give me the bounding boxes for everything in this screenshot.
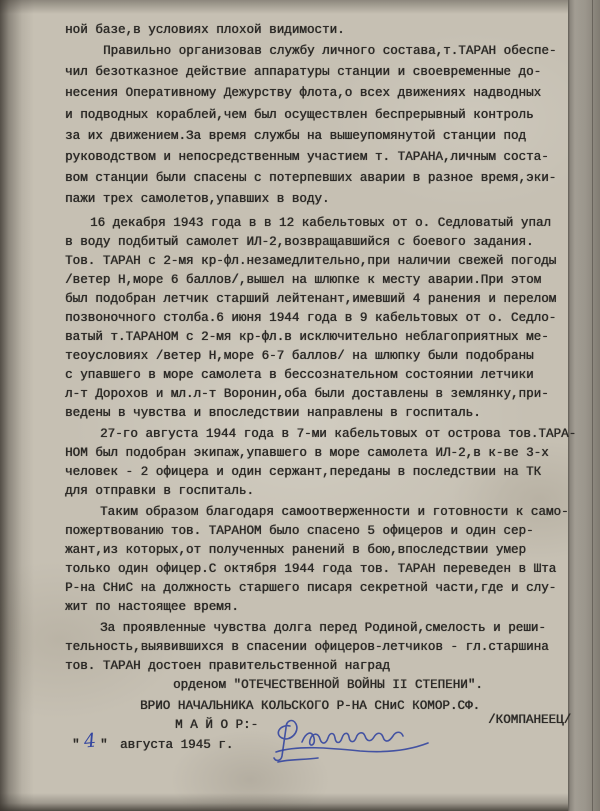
text-line: чил безотказное действие аппаратуры станции и своевременные до- [65,65,542,79]
text-line: ной базе,в условиях плохой видимости. [65,23,345,37]
text-line: для отправки в госпиталь. [65,484,254,498]
text-line: 27-го августа 1944 года в 7-ми кабельтовых от острова тов.ТАРА- [100,427,577,441]
text-line: позвоночного столба.6 июня 1944 года в 9 кабельтовых от о. Седло- [65,311,557,325]
text-line: с упавшего в море самолета в бессознательном состоянии летчики [65,368,534,382]
text-line: пожертвованию тов. ТАРАНОМ было спасено 5 офицеров и один сер- [65,524,534,538]
date-day-handwritten: 4 [82,729,98,753]
text-line: человек - 2 офицера и один сержант,переданы в последствии на ТК [65,465,542,479]
text-line: ведены в чувства и впоследствии направлены в госпиталь. [65,406,481,420]
text-line: в воду подбитый самолет ИЛ-2,возвращавшийся с боевого задания. [65,235,534,249]
text-line: только один офицер.С октября 1944 года тов. ТАРАН переведен в Шта [65,562,557,576]
page-edge [568,0,600,811]
text-line: /ветер Н,море 6 баллов/,вышел на шлюпке к месту аварии.При этом [65,273,542,287]
text-line: несения Оперативному Дежурству флота,о всех движениях надводных [65,86,542,100]
signature-stroke-flourish [276,743,428,752]
award-name-line: орденом "ОТЕЧЕСТВЕННОЙ ВОЙНЫ II СТЕПЕНИ". [173,678,483,692]
date-quote-close: " [100,738,108,752]
text-line: и подводных кораблей,чем был осуществлен беспрерывный контроль [65,108,534,122]
signer-name: /КОМПАНЕЕЦ/ [488,713,572,727]
text-line: пажи трех самолетов,упавших в воду. [65,192,330,206]
text-line: тов. ТАРАН достоен правительственной наград [65,659,390,673]
text-line: ватый т.ТАРАНОМ с 2-мя кр-фл.в исключительно неблагоприятных ме- [65,330,549,344]
text-line: Р-на СНиС на должность старшего писаря секретной части,где и слу- [65,581,557,595]
text-line: за их движением.За время службы на вышеупомянутой станции под [65,129,527,143]
text-line: жант,из которых,от полученных ранений в бою,впоследствии умер [65,543,527,557]
text-line: л-т Дорохов и мл.л-т Воронин,оба были доставлены в землянку,при- [65,387,549,401]
text-line: жит по настоящее время. [65,600,239,614]
text-line: вом станции были спасены с потерпевших аварии в разное время,эки- [65,171,557,185]
page-crease [592,0,593,811]
text-line: Правильно организовав службу личного состава,т.ТАРАН обеспе- [103,44,557,58]
text-line: теоусловиях /ветер Н,море 6-7 баллов/ на шлюпку были подобраны [65,349,534,363]
date-month-year: августа 1945 г. [120,738,234,752]
text-line: НОМ был подобран экипаж,упавшего в море самолета ИЛ-2,в к-ве 3-х [65,446,549,460]
text-line: Таким образом благодаря самоотверженности и готовности к само- [100,505,569,519]
text-line: За проявленные чувства долга перед Родиной,смелость и реши- [100,621,546,635]
handwritten-signature [268,712,440,770]
signer-position-title: ВРИО НАЧАЛЬНИКА КОЛЬСКОГО Р-НА СНиС КОМОР.СФ. [140,699,481,713]
text-line: 16 декабря 1943 года в в 12 кабельтовых от о. Седловатый упал [90,216,552,230]
date-quote-open: " [72,738,80,752]
text-line: руководством и непосредственным участием т. ТАРАНА,личным соста- [65,150,549,164]
signer-rank: М А Й О Р:- [175,718,259,732]
text-line: Тов. ТАРАН с 2-мя кр-фл.незамедлительно,при наличии свежей погоды [65,254,557,268]
signature-stroke-name [302,732,403,745]
text-line: был подобран летчик старший лейтенант,имевший 4 ранения и перелом [65,292,557,306]
signature-stroke-underline [278,758,318,762]
text-line: тельность,выявившихся в спасении офицеров-летчиков - гл.старшина [65,640,549,654]
signature-stroke-initial [274,721,297,761]
